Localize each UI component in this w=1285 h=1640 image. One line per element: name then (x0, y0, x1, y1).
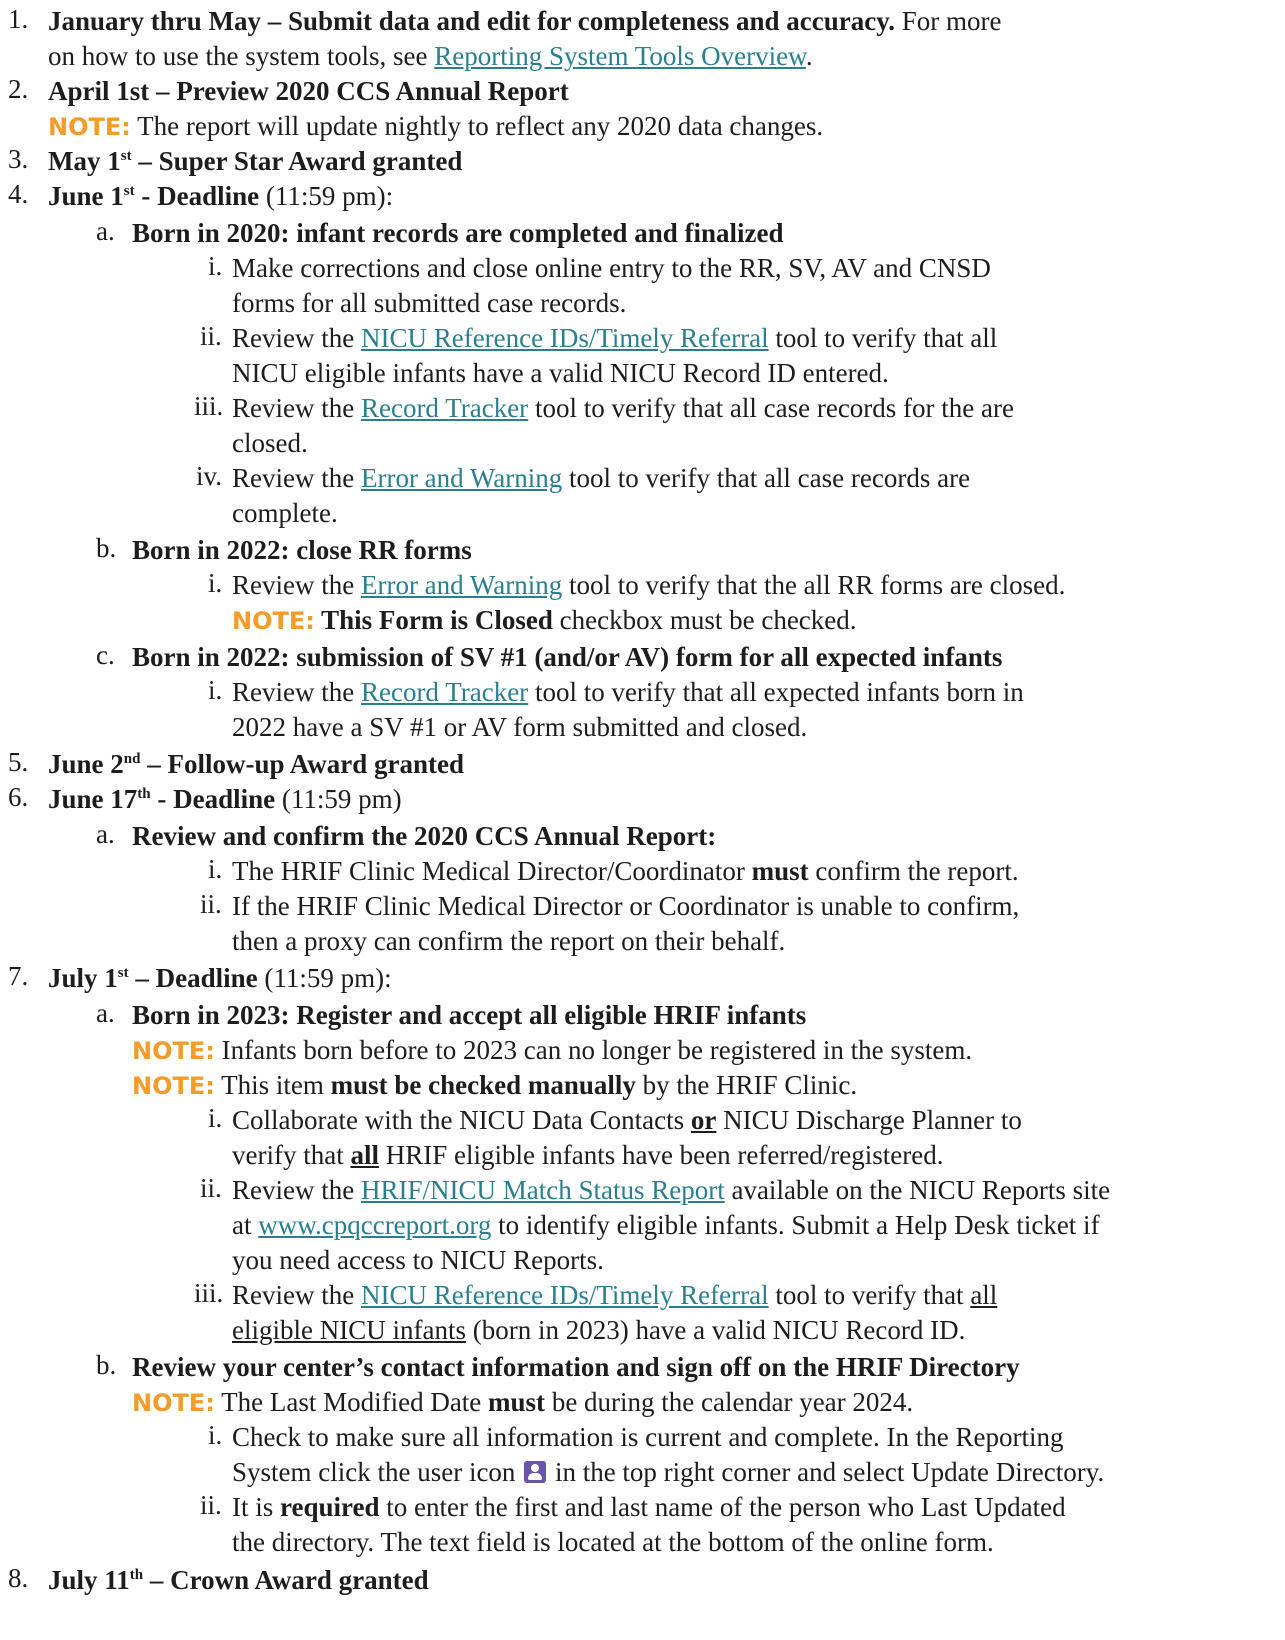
item-7b-ii-line (232, 1490, 1066, 1524)
text: tool to verify that the all RR forms are closed. (562, 570, 1066, 600)
item-4c-line (132, 640, 1002, 674)
note-text: be during the calendar year 2024. (545, 1387, 914, 1417)
item-5-heading-a: June 2 (48, 749, 124, 779)
reporting-system-tools-link[interactable]: Reporting System Tools Overview (434, 41, 806, 71)
item-7b-i-line-2 (232, 1455, 1104, 1489)
item-7b-note (132, 1385, 913, 1419)
item-8-line (48, 1563, 429, 1597)
text: Review the (232, 393, 361, 423)
text: The HRIF Clinic Medical Director/Coordinator (232, 856, 752, 886)
item-number: 2. (8, 74, 29, 104)
item-5-sup: nd (123, 751, 141, 767)
record-tracker-link[interactable]: Record Tracker (360, 393, 529, 423)
item-3-heading-a: May 1 (48, 146, 121, 176)
item-4a-i-line-2: forms for all submitted case records. (232, 288, 627, 318)
roman-numeral: ii. (200, 1490, 222, 1520)
item-4c-heading: Born in 2022: submission of SV #1 (and/or AV) form for all expected infants (132, 642, 1003, 672)
item-7b-line (132, 1350, 1020, 1384)
item-8-heading-b: – Crown Award granted (143, 1565, 429, 1595)
error-and-warning-link[interactable]: Error and Warning (360, 463, 563, 493)
item-4a-ii-line-2: NICU eligible infants have a valid NICU Record ID entered. (232, 358, 889, 388)
text: Review the (232, 323, 361, 353)
item-1-cont: on how to use the system tools, see (48, 41, 435, 71)
subitem-letter: a. (96, 819, 115, 849)
roman-numeral: iii. (194, 391, 224, 421)
item-4a-iv-line (232, 461, 970, 495)
text: Review the (232, 570, 361, 600)
user-icon (524, 1461, 546, 1483)
item-4a-iii-line (232, 391, 1014, 425)
note-text: by the HRIF Clinic. (635, 1070, 858, 1100)
text: NICU Discharge Planner to (716, 1105, 1022, 1135)
text: in the top right corner and select Update Directory. (548, 1457, 1105, 1487)
item-4a-iv-line-2: complete. (232, 498, 338, 528)
item-3-heading-b: – Super Star Award granted (131, 146, 463, 176)
text: confirm the report. (808, 856, 1019, 886)
text-or: or (690, 1105, 717, 1135)
text: tool to verify that all expected infants born in (528, 677, 1024, 707)
hrif-nicu-match-status-link[interactable]: HRIF/NICU Match Status Report (360, 1175, 725, 1205)
item-number: 4. (8, 179, 29, 209)
subitem-letter: c. (96, 640, 115, 670)
item-7a-ii-line (232, 1173, 1110, 1207)
item-4b-line (132, 533, 472, 567)
item-6-text: (11:59 pm) (275, 784, 402, 814)
text-underline: all (970, 1280, 998, 1310)
item-1-text: For more (895, 6, 1002, 36)
item-number: 6. (8, 782, 29, 812)
note-bold: This Form is Closed (314, 605, 553, 635)
text-bold: must (751, 856, 809, 886)
item-number: 1. (8, 4, 29, 34)
text: Review the (232, 1280, 361, 1310)
item-4a-iii-line-2: closed. (232, 428, 308, 458)
item-7a-ii-line-2 (232, 1208, 1100, 1242)
roman-numeral: i. (208, 1103, 223, 1133)
item-7-text: (11:59 pm): (257, 963, 392, 993)
item-1-heading: January thru May – Submit data and edit for completeness and accuracy. (48, 6, 896, 36)
item-7-heading-a: July 1 (48, 963, 118, 993)
text-bold: required (280, 1492, 380, 1522)
roman-numeral: i. (208, 568, 223, 598)
note-bold: must be checked manually (330, 1070, 636, 1100)
roman-numeral: i. (208, 675, 223, 705)
text: System click the user icon (232, 1457, 523, 1487)
item-7b-ii-line-2: the directory. The text field is located at the bottom of the online form. (232, 1527, 994, 1557)
note-text: The Last Modified Date (214, 1387, 489, 1417)
item-2-heading: April 1st – Preview 2020 CCS Annual Report (48, 76, 569, 106)
roman-numeral: ii. (200, 1173, 222, 1203)
roman-numeral: ii. (200, 889, 222, 919)
item-6-line (48, 782, 402, 816)
item-7a-note-2 (132, 1068, 857, 1102)
text: tool to verify that all case records for the are (528, 393, 1014, 423)
item-7a-ii-line-3: you need access to NICU Reports. (232, 1245, 604, 1275)
note-label: NOTE: (132, 1037, 215, 1065)
item-2-line (48, 74, 569, 108)
text: tool to verify that (768, 1280, 971, 1310)
item-4b-note (232, 603, 857, 637)
item-7-sup: st (117, 965, 129, 981)
text: HRIF eligible infants have been referred/registered. (378, 1140, 944, 1170)
item-7b-heading: Review your center’s contact information and sign off on the HRIF Directory (132, 1352, 1020, 1382)
note-text: This item (214, 1070, 331, 1100)
item-8-sup: th (129, 1567, 144, 1583)
item-7a-i-line (232, 1103, 1022, 1137)
cpqccreport-link[interactable]: www.cpqccreport.org (258, 1210, 492, 1240)
item-1-line-2 (48, 39, 813, 73)
note-label: NOTE: (48, 113, 131, 141)
roman-numeral: iv. (196, 461, 222, 491)
item-6-heading-b: - Deadline (150, 784, 276, 814)
item-7b-i-line: Check to make sure all information is current and complete. In the Reporting (232, 1422, 1064, 1452)
item-7-line (48, 961, 392, 995)
item-6a-i-line (232, 854, 1019, 888)
text: available on the NICU Reports site (724, 1175, 1111, 1205)
text: Review the (232, 463, 361, 493)
item-4b-heading: Born in 2022: close RR forms (132, 535, 472, 565)
text: to identify eligible infants. Submit a Help Desk ticket if (491, 1210, 1100, 1240)
item-7-heading-b: – Deadline (128, 963, 258, 993)
item-7a-line (132, 998, 806, 1032)
text: at (232, 1210, 259, 1240)
item-8-heading-a: July 11 (48, 1565, 130, 1595)
item-6-sup: th (137, 786, 151, 802)
item-1-end: . (805, 41, 813, 71)
item-3-sup: st (120, 148, 132, 164)
text-underline: eligible NICU infants (232, 1315, 466, 1345)
item-4-heading-b: - Deadline (134, 181, 260, 211)
item-7a-iii-line (232, 1278, 997, 1312)
item-7a-iii-line-2 (232, 1313, 965, 1347)
roman-numeral: iii. (194, 1278, 224, 1308)
item-6a-ii-line-2: then a proxy can confirm the report on their behalf. (232, 926, 786, 956)
note-text: Infants born before to 2023 can no longer be registered in the system. (214, 1035, 973, 1065)
nicu-reference-ids-link[interactable]: NICU Reference IDs/Timely Referral (360, 323, 769, 353)
note-bold: must (488, 1387, 546, 1417)
roman-numeral: i. (208, 251, 223, 281)
item-7a-heading: Born in 2023: Register and accept all eligible HRIF infants (132, 1000, 807, 1030)
note-text: The report will update nightly to reflect any 2020 data changes. (130, 111, 824, 141)
subitem-letter: a. (96, 998, 115, 1028)
item-number: 5. (8, 747, 29, 777)
text: It is (232, 1492, 281, 1522)
item-2-note (48, 109, 823, 143)
note-label: NOTE: (132, 1389, 215, 1417)
record-tracker-link[interactable]: Record Tracker (360, 677, 529, 707)
item-number: 3. (8, 144, 29, 174)
item-4b-i-line (232, 568, 1065, 602)
error-and-warning-link[interactable]: Error and Warning (360, 570, 563, 600)
text-all: all (350, 1140, 379, 1170)
item-4-text: (11:59 pm): (259, 181, 394, 211)
item-4c-i-line (232, 675, 1024, 709)
item-number: 7. (8, 961, 29, 991)
subitem-letter: b. (96, 1350, 117, 1380)
item-6a-ii-line: If the HRIF Clinic Medical Director or Coordinator is unable to confirm, (232, 891, 1020, 921)
roman-numeral: ii. (200, 321, 222, 351)
text: Collaborate with the NICU Data Contacts (232, 1105, 691, 1135)
item-6a-line (132, 819, 716, 853)
item-5-line (48, 747, 464, 781)
item-7a-i-line-2 (232, 1138, 944, 1172)
item-4a-i-line: Make corrections and close online entry to the RR, SV, AV and CNSD (232, 253, 991, 283)
item-4c-i-line-2: 2022 have a SV #1 or AV form submitted and closed. (232, 712, 808, 742)
note-label: NOTE: (232, 607, 315, 635)
roman-numeral: i. (208, 1420, 223, 1450)
item-4a-line (132, 216, 783, 250)
text: Review the (232, 1175, 361, 1205)
text: Review the (232, 677, 361, 707)
item-number: 8. (8, 1563, 29, 1593)
item-4a-ii-line (232, 321, 997, 355)
item-1-line (48, 4, 1002, 38)
item-4-line (48, 179, 393, 213)
item-6a-heading: Review and confirm the 2020 CCS Annual Report: (132, 821, 717, 851)
text: tool to verify that all case records are (562, 463, 971, 493)
item-5-heading-b: – Follow-up Award granted (140, 749, 464, 779)
text: (born in 2023) have a valid NICU Record ID. (465, 1315, 966, 1345)
text: to enter the first and last name of the person who Last Updated (379, 1492, 1066, 1522)
item-4-heading-a: June 1 (48, 181, 124, 211)
note-label: NOTE: (132, 1072, 215, 1100)
item-3-line (48, 144, 462, 178)
text: tool to verify that all (768, 323, 998, 353)
item-4-sup: st (123, 183, 135, 199)
note-text: checkbox must be checked. (552, 605, 857, 635)
subitem-letter: a. (96, 216, 115, 246)
text: verify that (232, 1140, 351, 1170)
item-7a-note-1 (132, 1033, 972, 1067)
roman-numeral: i. (208, 854, 223, 884)
item-4a-heading: Born in 2020: infant records are completed and finalized (132, 218, 784, 248)
nicu-reference-ids-link[interactable]: NICU Reference IDs/Timely Referral (360, 1280, 769, 1310)
item-6-heading-a: June 17 (48, 784, 138, 814)
subitem-letter: b. (96, 533, 117, 563)
